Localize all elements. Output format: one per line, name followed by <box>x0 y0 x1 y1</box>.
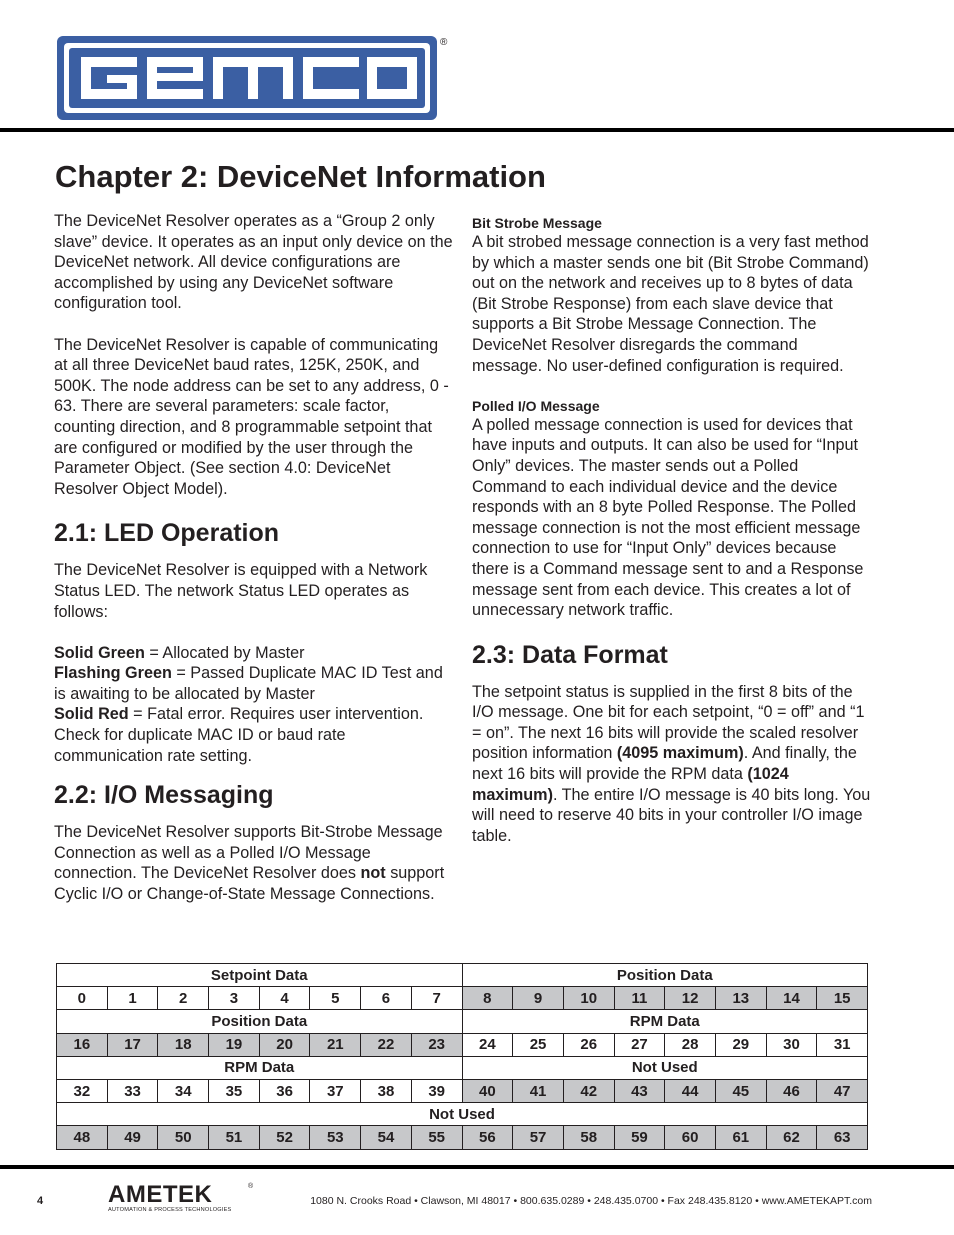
led-item-solid-green: Solid Green = Allocated by Master <box>54 643 305 662</box>
table-cell: 13 <box>715 987 766 1010</box>
table-cell: 46 <box>766 1079 817 1102</box>
table-cell: 14 <box>766 987 817 1010</box>
table-cell: 55 <box>411 1126 462 1149</box>
table-cell: 27 <box>614 1033 665 1056</box>
table-cell: 52 <box>259 1126 310 1149</box>
right-column <box>472 214 872 846</box>
polled-io-heading: Polled I/O Message <box>472 397 600 414</box>
table-cell: 43 <box>614 1079 665 1102</box>
table-cell: 53 <box>310 1126 361 1149</box>
io-messaging-heading: 2.2: I/O Messaging <box>54 781 274 810</box>
table-cell: 40 <box>462 1079 513 1102</box>
led-item-flashing-green: Flashing Green = Passed Duplicate MAC ID Test and is awaiting to be allocated by Master <box>54 664 443 703</box>
table-cell: 30 <box>766 1033 817 1056</box>
table-cell: 17 <box>107 1033 158 1056</box>
table-cell: 9 <box>513 987 564 1010</box>
table-cell: 3 <box>209 987 260 1010</box>
left-column <box>54 211 454 905</box>
bit-map-table <box>56 963 868 1150</box>
table-header-row <box>57 1010 868 1033</box>
table-cell: 34 <box>158 1079 209 1102</box>
table-cell: 59 <box>614 1126 665 1149</box>
table-cell: 54 <box>361 1126 412 1149</box>
table-cell: 36 <box>259 1079 310 1102</box>
table-cell: 33 <box>107 1079 158 1102</box>
table-cell: 49 <box>107 1126 158 1149</box>
table-cell: 56 <box>462 1126 513 1149</box>
table-header-row <box>57 1103 868 1126</box>
intro-paragraph-2: The DeviceNet Resolver is capable of communicating at all three DeviceNet baud rates, 125K, 250K, and 500K. The node address can be set to any address, 0 - 63. There are several parameters: scale factor, counting direction, and 8 programmable setpoint that are configured or modified by the user through the Parameter Object. (See section 4.0: DeviceNet Resolver Object Model). <box>54 335 449 498</box>
table-cell: 24 <box>462 1033 513 1056</box>
table-cell: 12 <box>665 987 716 1010</box>
table-cell: 16 <box>57 1033 108 1056</box>
header-rule <box>0 128 954 132</box>
io-paragraph: The DeviceNet Resolver supports Bit-Strobe Message Connection as well as a Polled I/O Message connection. The DeviceNet Resolver does not support Cyclic I/O or Change-of-State Message Connections. <box>54 823 445 904</box>
table-cell: 18 <box>158 1033 209 1056</box>
table-cell: 62 <box>766 1126 817 1149</box>
led-operation-heading: 2.1: LED Operation <box>54 519 280 548</box>
logo-registered: ® <box>440 37 448 48</box>
table-cell: 23 <box>411 1033 462 1056</box>
table-cell: 37 <box>310 1079 361 1102</box>
table-header-row <box>57 1056 868 1079</box>
bit-strobe-heading: Bit Strobe Message <box>472 215 602 231</box>
ametek-logo <box>108 1183 268 1215</box>
table-row <box>57 1079 868 1102</box>
table-cell: 7 <box>411 987 462 1010</box>
table-group-header: RPM Data <box>57 1056 463 1079</box>
table-cell: 28 <box>665 1033 716 1056</box>
table-cell: 60 <box>665 1126 716 1149</box>
table-group-header: Position Data <box>462 964 868 987</box>
table-group-header: Setpoint Data <box>57 964 463 987</box>
table-row <box>57 987 868 1010</box>
gemco-logo <box>55 33 450 123</box>
footer-address: 1080 N. Crooks Road • Clawson, MI 48017 • 800.635.0289 • 248.435.0700 • Fax 248.435.8120 • www.AMETEKAPT.com <box>310 1195 872 1207</box>
table-cell: 25 <box>513 1033 564 1056</box>
table-cell: 45 <box>715 1079 766 1102</box>
table-cell: 50 <box>158 1126 209 1149</box>
table-cell: 61 <box>715 1126 766 1149</box>
table-cell: 47 <box>817 1079 868 1102</box>
led-item-solid-red: Solid Red = Fatal error. Requires user intervention. Check for duplicate MAC ID or baud rate communication rate setting. <box>54 705 424 765</box>
table-cell: 5 <box>310 987 361 1010</box>
table-cell: 8 <box>462 987 513 1010</box>
table-row <box>57 1126 868 1149</box>
bit-strobe-paragraph: A bit strobed message connection is a very fast method by which a master sends one bit (Bit Strobe Command) out on the network and receives up to 8 bytes of data (Bit Strobe Response) from each slave device that supports a Bit Strobe Message Connection. The DeviceNet Resolver disregards the command message. No user-defined configuration is required. <box>472 233 869 375</box>
table-group-header: RPM Data <box>462 1010 868 1033</box>
table-cell: 29 <box>715 1033 766 1056</box>
table-cell: 22 <box>361 1033 412 1056</box>
table-cell: 31 <box>817 1033 868 1056</box>
table-cell: 0 <box>57 987 108 1010</box>
table-cell: 42 <box>563 1079 614 1102</box>
table-cell: 51 <box>209 1126 260 1149</box>
data-format-paragraph: The setpoint status is supplied in the first 8 bits of the I/O message. One bit for each setpoint, “0 = off” and “1 = on”. The next 16 bits will provide the scaled resolver position information (4095 maximum). And finally, the next 16 bits will provide the RPM data (1024 maximum). The entire I/O message is 40 bits long. You will need to reserve 40 bits in your controller I/O image table. <box>472 682 871 845</box>
polled-io-paragraph: A polled message connection is used for devices that have inputs and outputs. It can also be used for “Input Only” devices. The master sends out a Polled Command to each individual device and the device responds with an 8 byte Polled Response. The Polled message connection is not the most efficient message connection to use for “Input Only” devices because there is a Command message sent to and a Response message sent from each device. This creates a lot of unnecessary network traffic. <box>472 415 864 620</box>
table-group-header: Not Used <box>462 1056 868 1079</box>
table-cell: 15 <box>817 987 868 1010</box>
table-cell: 48 <box>57 1126 108 1149</box>
table-header-row <box>57 964 868 987</box>
table-cell: 2 <box>158 987 209 1010</box>
ametek-tagline: AUTOMATION & PROCESS TECHNOLOGIES <box>108 1207 232 1213</box>
table-cell: 1 <box>107 987 158 1010</box>
table-cell: 57 <box>513 1126 564 1149</box>
table-cell: 58 <box>563 1126 614 1149</box>
table-cell: 6 <box>361 987 412 1010</box>
table-cell: 26 <box>563 1033 614 1056</box>
table-cell: 4 <box>259 987 310 1010</box>
ametek-wordmark: AMETEK <box>108 1181 213 1208</box>
table-cell: 44 <box>665 1079 716 1102</box>
table-cell: 19 <box>209 1033 260 1056</box>
intro-paragraph-1: The DeviceNet Resolver operates as a “Group 2 only slave” device. It operates as an input only device on the DeviceNet network. All device configurations are accomplished by using any DeviceNet software configuration tool. <box>54 212 453 313</box>
table-cell: 10 <box>563 987 614 1010</box>
led-paragraph: The DeviceNet Resolver is equipped with a Network Status LED. The network Status LED operates as follows: <box>54 561 428 621</box>
chapter-title: Chapter 2: DeviceNet Information <box>55 159 546 194</box>
table-group-header: Position Data <box>57 1010 463 1033</box>
table-cell: 20 <box>259 1033 310 1056</box>
table-cell: 38 <box>361 1079 412 1102</box>
table-group-header: Not Used <box>57 1103 868 1126</box>
table-cell: 41 <box>513 1079 564 1102</box>
table-cell: 11 <box>614 987 665 1010</box>
table-cell: 39 <box>411 1079 462 1102</box>
table-cell: 32 <box>57 1079 108 1102</box>
table-cell: 35 <box>209 1079 260 1102</box>
page-number: 4 <box>37 1195 44 1207</box>
table-cell: 21 <box>310 1033 361 1056</box>
ametek-registered: ® <box>248 1183 254 1190</box>
table-cell: 63 <box>817 1126 868 1149</box>
table-row <box>57 1033 868 1056</box>
footer-rule <box>0 1165 954 1169</box>
data-format-heading: 2.3: Data Format <box>472 640 668 669</box>
